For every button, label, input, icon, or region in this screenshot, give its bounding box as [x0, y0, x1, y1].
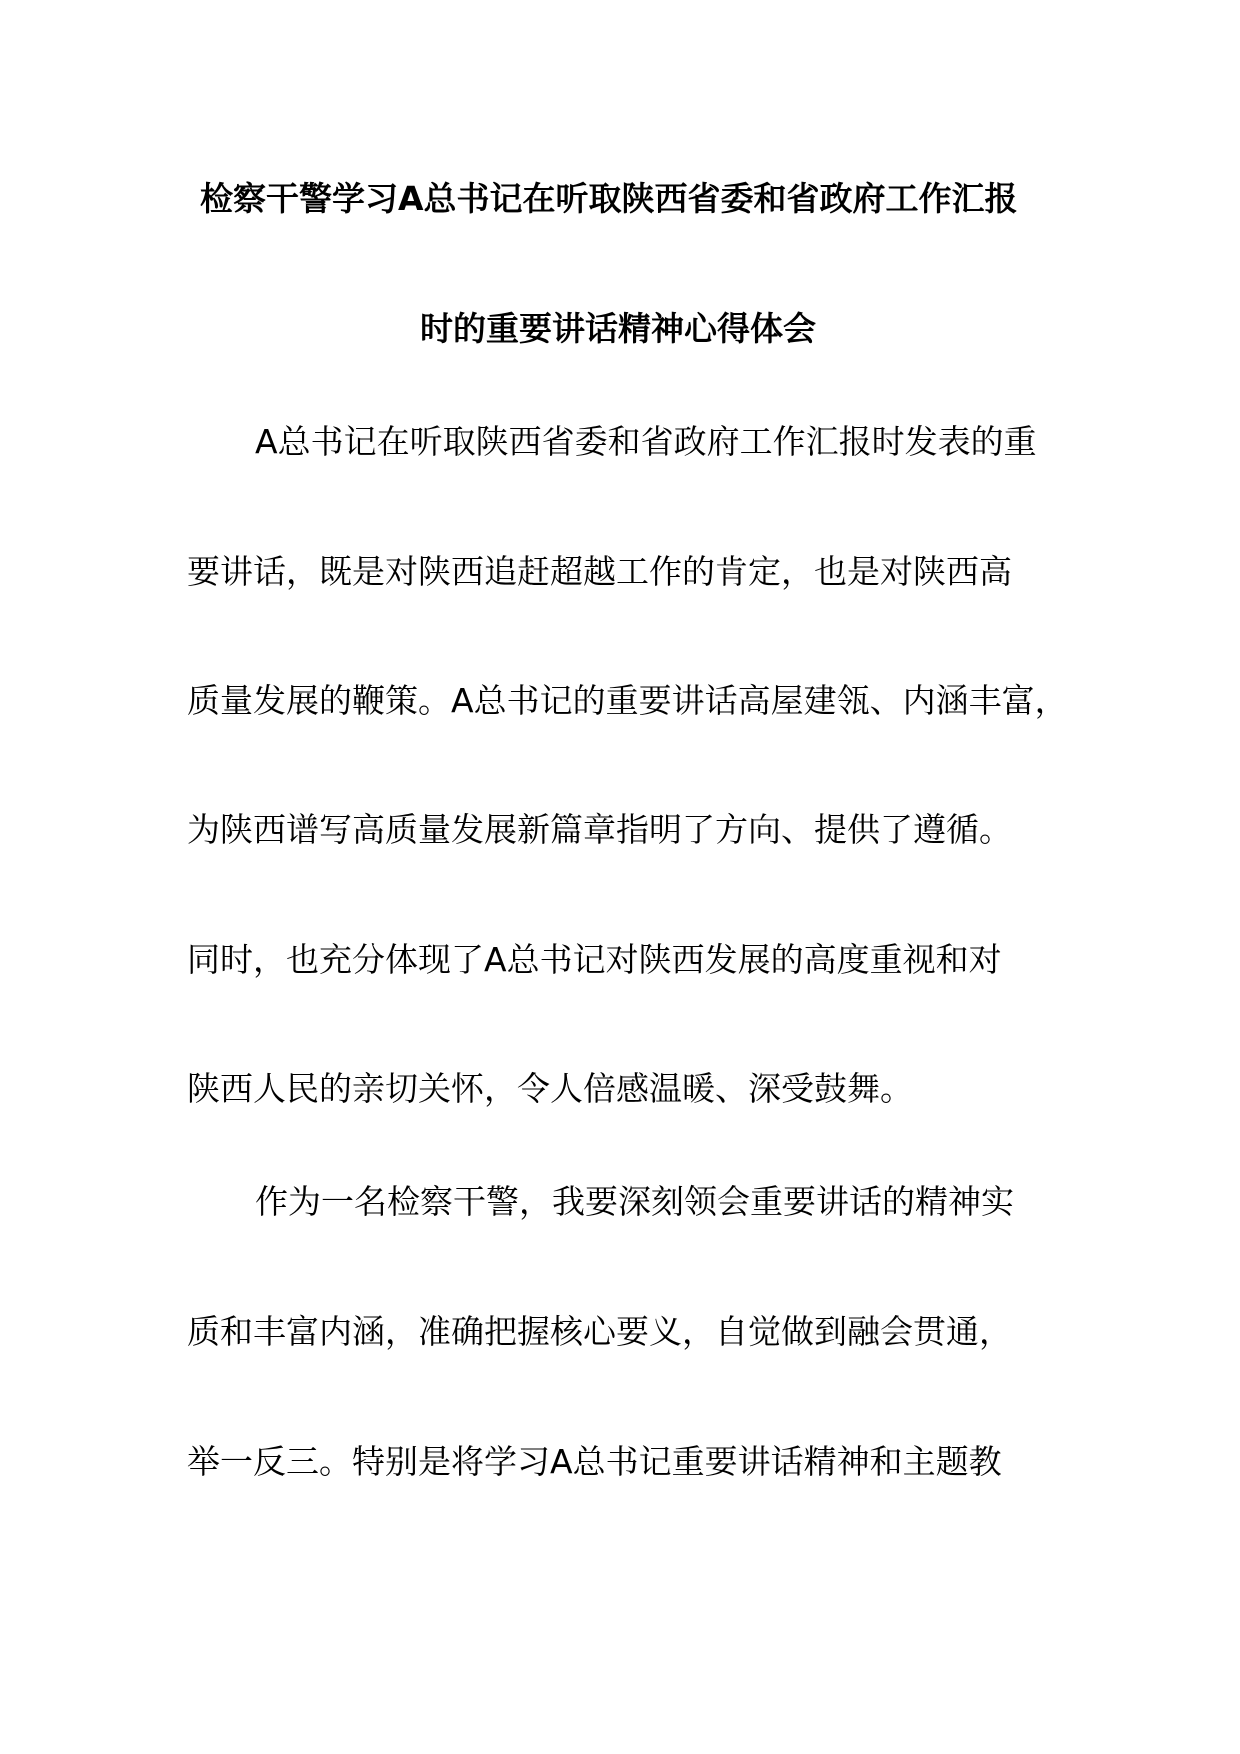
paragraph-2-line-3: 举一反三。特别是将学习A总书记重要讲话精神和主题教	[187, 1442, 1002, 1481]
paragraph-1-line-6: 陕西人民的亲切关怀，令人倍感温暖、深受鼓舞。	[187, 1069, 913, 1108]
paragraph-1-line-2: 要讲话，既是对陕西追赶超越工作的肯定，也是对陕西高	[187, 552, 1012, 591]
paragraph-2-line-2: 质和丰富内涵，准确把握核心要义，自觉做到融会贯通，	[187, 1312, 1012, 1351]
paragraph-1-line-1: A总书记在听取陕西省委和省政府工作汇报时发表的重	[255, 422, 1037, 461]
paragraph-1-line-4: 为陕西谱写高质量发展新篇章指明了方向、提供了遵循。	[187, 810, 1012, 849]
paragraph-1-line-5: 同时，也充分体现了A总书记对陕西发展的高度重视和对	[187, 940, 1002, 979]
document-title-line-2: 时的重要讲话精神心得体会	[420, 309, 816, 348]
paragraph-2-line-1: 作为一名检察干警，我要深刻领会重要讲话的精神实	[255, 1182, 1014, 1221]
paragraph-1-line-3: 质量发展的鞭策。A总书记的重要讲话高屋建瓴、内涵丰富，	[187, 681, 1068, 720]
document-title-line-1: 检察干警学习A总书记在听取陕西省委和省政府工作汇报	[200, 179, 1018, 218]
